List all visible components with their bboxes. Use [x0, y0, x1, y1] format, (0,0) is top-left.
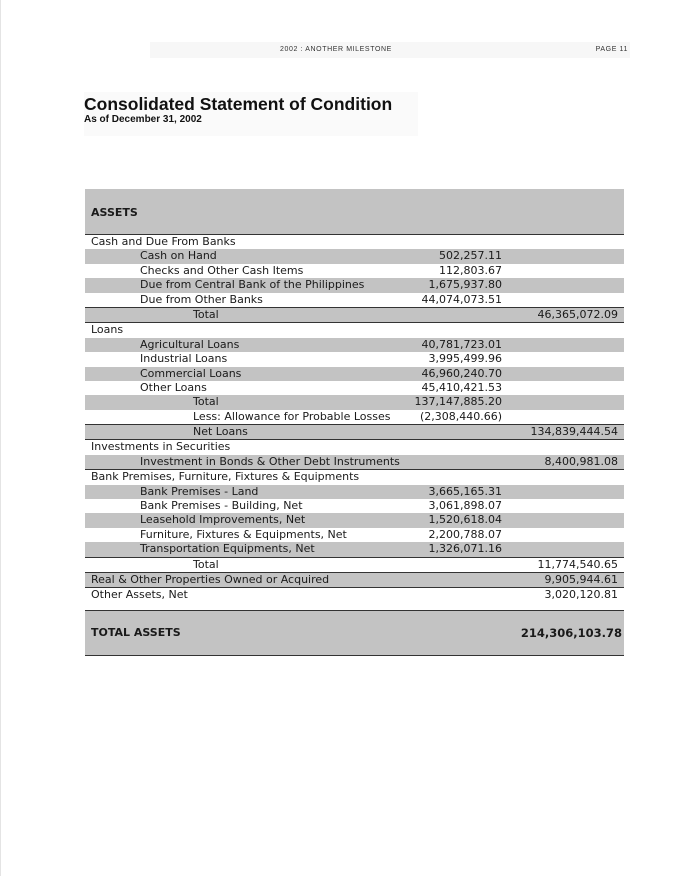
table-row	[85, 513, 624, 527]
row-total: 11,774,540.65	[537, 557, 618, 571]
running-header-title: 2002 : ANOTHER MILESTONE	[280, 46, 392, 53]
statement-title: Consolidated Statement of Condition	[84, 94, 393, 114]
row-label: Bank Premises, Furniture, Fixtures & Equipments	[91, 470, 360, 484]
row-total: 3,020,120.81	[544, 588, 618, 602]
row-amount: 46,960,240.70	[421, 366, 502, 380]
running-header	[150, 42, 630, 58]
table-row-total	[85, 425, 624, 440]
row-amount: 2,200,788.07	[428, 527, 502, 541]
total-assets-row	[85, 610, 624, 656]
row-label: Checks and Other Cash Items	[140, 263, 304, 277]
section-heading: ASSETS	[85, 189, 624, 235]
row-total: 9,905,944.61	[544, 572, 618, 586]
row-label: Net Loans	[193, 425, 248, 439]
page-number: PAGE 11	[595, 46, 628, 53]
row-label: Investment in Bonds & Other Debt Instruments	[140, 454, 400, 468]
row-total: 134,839,444.54	[530, 425, 618, 439]
table-row-group	[85, 323, 624, 337]
row-total: 8,400,981.08	[544, 454, 618, 468]
row-amount: 44,074,073.51	[421, 292, 502, 306]
row-label: Less: Allowance for Probable Losses	[193, 409, 391, 423]
row-label: Total	[193, 557, 219, 571]
table-row	[85, 410, 624, 425]
row-label: Loans	[91, 323, 124, 337]
row-label: Cash and Due From Banks	[91, 235, 236, 248]
row-amount: 1,326,071.16	[428, 542, 502, 556]
row-label: Transportation Equipments, Net	[140, 542, 315, 556]
table-row	[85, 264, 624, 278]
row-label: Bank Premises - Land	[140, 484, 259, 498]
table-row	[85, 528, 624, 542]
row-amount: 1,520,618.04	[428, 513, 502, 527]
table-row	[85, 367, 624, 381]
table-row-total	[85, 558, 624, 573]
row-label: Real & Other Properties Owned or Acquired	[91, 572, 330, 586]
table-row	[85, 278, 624, 292]
table-row-subtotal	[85, 395, 624, 409]
row-amount: 137,147,885.20	[414, 395, 502, 409]
row-label: Industrial Loans	[140, 352, 228, 366]
table-row-group	[85, 440, 624, 454]
row-amount: 40,781,723.01	[421, 337, 502, 351]
statement-table	[85, 189, 624, 656]
table-row	[85, 381, 624, 395]
row-label: Total	[193, 307, 219, 321]
row-label: Other Loans	[140, 380, 207, 394]
row-amount: 502,257.11	[439, 249, 502, 263]
row-label: Cash on Hand	[140, 249, 217, 263]
page-edge-rule	[0, 0, 1, 876]
table-row	[85, 352, 624, 366]
table-row	[85, 455, 624, 470]
row-amount: (2,308,440.66)	[419, 409, 502, 423]
table-row	[85, 249, 624, 263]
table-row-group	[85, 470, 624, 484]
row-label: Total	[193, 395, 219, 409]
table-row-group	[85, 235, 624, 249]
row-label: Bank Premises - Building, Net	[140, 499, 303, 513]
title-block	[84, 92, 418, 136]
table-row	[85, 573, 624, 588]
row-label: Agricultural Loans	[140, 337, 240, 351]
table-row	[85, 338, 624, 352]
statement-date: As of December 31, 2002	[84, 114, 202, 126]
table-row	[85, 499, 624, 513]
table-row	[85, 485, 624, 499]
row-amount: 45,410,421.53	[421, 380, 502, 394]
row-amount: 1,675,937.80	[428, 278, 502, 292]
row-label: Leasehold Improvements, Net	[140, 513, 306, 527]
row-label: Due from Central Bank of the Philippines	[140, 278, 365, 292]
row-amount: 3,061,898.07	[428, 499, 502, 513]
table-row-total	[85, 308, 624, 323]
total-assets-label: TOTAL ASSETS	[91, 625, 181, 639]
row-label: Due from Other Banks	[140, 292, 263, 306]
row-amount: 3,995,499.96	[428, 352, 502, 366]
table-row	[85, 588, 624, 602]
row-amount: 3,665,165.31	[428, 484, 502, 498]
row-label: Commercial Loans	[140, 366, 242, 380]
table-row	[85, 542, 624, 557]
row-amount: 112,803.67	[439, 263, 502, 277]
row-label: Other Assets, Net	[91, 588, 188, 602]
row-label: Furniture, Fixtures & Equipments, Net	[140, 527, 347, 541]
row-total: 46,365,072.09	[537, 307, 618, 321]
total-assets-value: 214,306,103.78	[520, 625, 622, 640]
row-label: Investments in Securities	[91, 440, 231, 454]
table-row	[85, 293, 624, 308]
